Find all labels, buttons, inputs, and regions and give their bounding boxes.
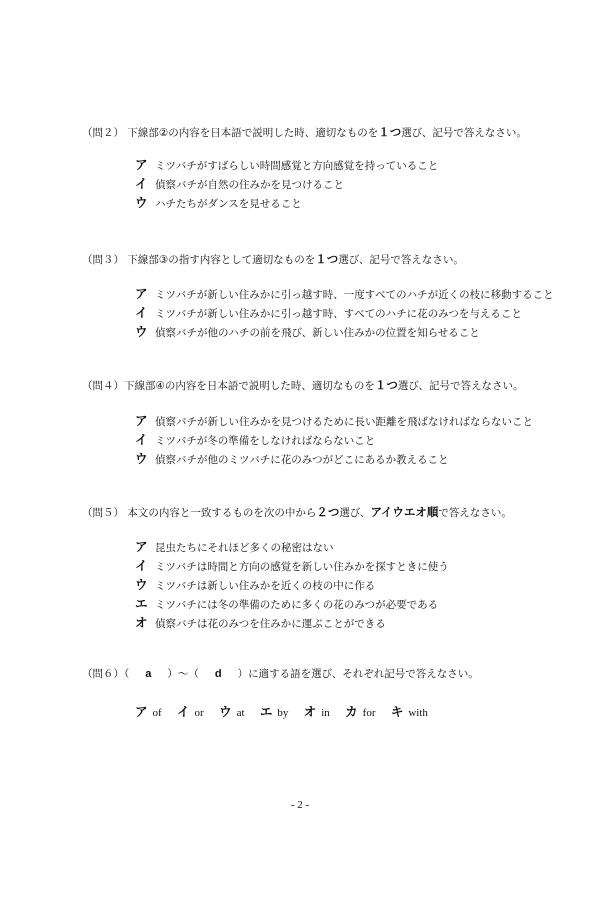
option-text: ミツバチがすばらしい時間感覚と方向感覚を持っていること — [155, 160, 439, 172]
word-choice-text: with — [408, 707, 428, 719]
option-label: ア — [135, 539, 148, 554]
option-label: ウ — [135, 324, 148, 339]
blank-d: d — [214, 668, 222, 680]
question-4-text-post: 選び、記号で答えなさい。 — [397, 380, 524, 392]
option-label: ウ — [135, 577, 148, 592]
option — [135, 430, 595, 449]
word-choice-label: オ — [303, 704, 317, 719]
page-number: - 2 - — [290, 799, 310, 811]
question-4-text-pre: （問４）下線部④の内容を日本語で説明した時、適切なものを — [82, 380, 375, 392]
question-3-text-pre: （問３） 下線部③の指す内容として適切なものを — [82, 254, 316, 266]
option-label: イ — [135, 176, 148, 191]
word-choice-text: or — [194, 707, 204, 719]
question-2-text-pre: （問２） 下線部②の内容を日本語で説明した時、適切なものを — [82, 127, 379, 139]
question-5-text-post: で答えなさい。 — [438, 507, 512, 519]
option-label: イ — [135, 558, 148, 573]
question-6-text-post: ）に適する語を選び、それぞれ記号で答えなさい。 — [237, 668, 479, 680]
option — [135, 594, 595, 613]
question-5-options — [135, 537, 595, 632]
question-6-text-pre: （問６）（ — [82, 668, 130, 680]
option-text: 偵察バチが自然の住みかを見つけること — [155, 179, 344, 191]
option — [135, 613, 595, 632]
option — [135, 303, 595, 322]
blank-a: a — [145, 668, 152, 680]
word-choice-label: イ — [177, 704, 190, 719]
option — [135, 193, 595, 212]
word-choice-text: of — [152, 707, 162, 719]
question-5-text-pre: （問５） 本文の内容と一致するものを次の中から — [82, 507, 317, 519]
option — [135, 575, 595, 594]
option-label: ア — [135, 413, 148, 428]
question-2-count: １つ — [378, 125, 402, 139]
question-5-order: アイウエオ順 — [370, 505, 439, 519]
word-choice — [219, 703, 244, 722]
word-choice-label: ウ — [219, 704, 232, 719]
option-text: ミツバチは新しい住みかを近くの枝の中に作る — [155, 580, 376, 592]
option-label: オ — [135, 615, 148, 630]
option-label: ウ — [135, 195, 148, 210]
question-5-text-mid: 選び、 — [339, 507, 371, 519]
option — [135, 155, 595, 174]
question-4-count: １つ — [374, 378, 398, 392]
question-6-text-between: ）～（ — [167, 668, 199, 680]
option-text: ハチたちがダンスを見せること — [155, 198, 302, 210]
question-3-text-post: 選び、記号で答えなさい。 — [338, 254, 464, 266]
word-choice — [304, 703, 330, 722]
option-text: ミツバチは時間と方向の感覚を新しい住みかを探すときに使う — [155, 561, 449, 573]
option-text: ミツバチが新しい住みかに引っ越す時、すべてのハチに花のみつを与えること — [155, 308, 522, 320]
word-choice-label: ア — [135, 704, 148, 719]
word-choice-text: in — [321, 707, 330, 719]
option-text: ミツバチが新しい住みかに引っ越す時、一度すべてのハチが近くの枝に移動すること — [155, 289, 554, 301]
option-label: ア — [135, 157, 148, 172]
option-label: イ — [135, 305, 148, 320]
option — [135, 284, 595, 303]
option-text: 偵察バチが新しい住みかを見つけるために長い距離を飛ばなければならないこと — [155, 416, 533, 428]
word-choice-label: キ — [390, 704, 404, 719]
word-choice — [345, 703, 375, 722]
option — [135, 556, 595, 575]
question-2-options — [135, 155, 595, 212]
option — [135, 411, 595, 430]
option-text: ミツバチには冬の準備のために多くの花のみつが必要である — [155, 599, 439, 611]
word-choice-label: カ — [345, 704, 358, 719]
option — [135, 174, 595, 193]
question-3 — [82, 252, 592, 267]
question-5-count: ２つ — [316, 505, 340, 519]
option — [135, 449, 595, 468]
option — [135, 322, 595, 341]
question-4 — [82, 378, 592, 393]
option-label: ア — [135, 286, 148, 301]
word-choice-text: for — [362, 707, 376, 719]
option — [135, 537, 595, 556]
question-5 — [82, 505, 592, 520]
question-2 — [82, 125, 592, 140]
option-label: ウ — [135, 451, 148, 466]
option-text: 偵察バチが他のハチの前を飛び、新しい住みかの位置を知らせること — [155, 327, 480, 339]
question-3-options — [135, 284, 595, 341]
word-choice — [391, 703, 428, 722]
option-label: エ — [135, 596, 148, 611]
question-2-text-post: 選び、記号で答えなさい。 — [401, 127, 527, 139]
option-text: 偵察バチは花のみつを住みかに運ぶことができる — [155, 618, 386, 630]
option-text: 偵察バチが他のミツバチに花のみつがどこにあるか教えること — [155, 454, 449, 466]
word-choice-text: at — [236, 707, 245, 719]
question-4-options — [135, 411, 595, 468]
word-choice — [177, 703, 204, 722]
word-choice-text: by — [277, 707, 289, 719]
question-3-count: １つ — [315, 252, 339, 266]
word-choices — [135, 703, 440, 722]
word-choice — [135, 703, 162, 722]
word-choice-label: エ — [259, 704, 273, 719]
option-text: 昆虫たちにそれほど多くの秘密はない — [155, 542, 334, 554]
word-choice — [260, 703, 289, 722]
option-text: ミツバチが冬の準備をしなければならないこと — [155, 435, 376, 447]
question-6 — [82, 667, 592, 681]
option-label: イ — [135, 432, 148, 447]
